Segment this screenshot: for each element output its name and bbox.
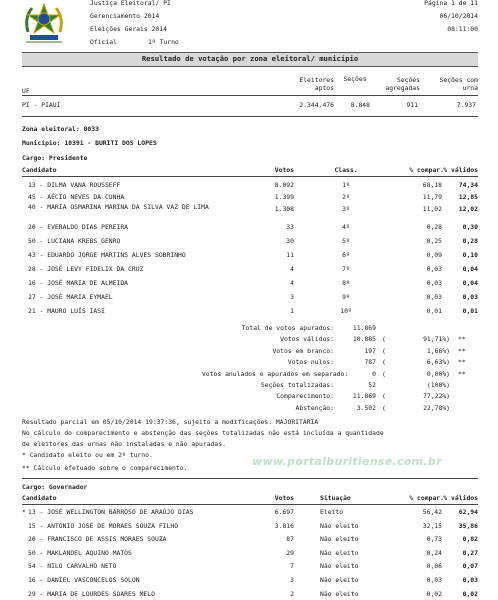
class-value: 4º — [342, 223, 350, 231]
table-row — [22, 236, 478, 247]
candidate-name: 28 - JOSÉ LEVY FIDELIX DA CRUZ — [28, 265, 144, 273]
gov-col-votos: Votos — [274, 494, 294, 502]
compar-value: 11,79 — [422, 193, 442, 201]
situation-value: Eleito — [320, 508, 344, 516]
validos-value: 0,07 — [462, 562, 478, 571]
gov-col-validos: % válidos — [443, 494, 478, 502]
candidate-name: 40 - MARIA OSMARINA MARINA DA SILVA VAZ DE LIMA — [28, 203, 209, 211]
totals-paren: ( — [382, 358, 386, 367]
court-name: Justiça Eleitoral/ PI — [90, 0, 171, 7]
validos-value: 74,34 — [458, 181, 478, 189]
compar-value: 0,03 — [426, 279, 442, 287]
secoes-value: 8.848 — [350, 101, 370, 109]
validos-value: 0,03 — [462, 293, 478, 301]
compar-value: 56,42 — [422, 508, 442, 516]
votes-value: 29 — [286, 548, 294, 557]
situation-value: Não eleito — [320, 589, 359, 598]
gov-col-compar: % compar. — [409, 494, 444, 502]
col-agregadas: Seções agregadas — [385, 76, 420, 92]
totals-value: 787 — [364, 358, 376, 367]
totals-mark: ** — [458, 335, 466, 344]
votes-value: 33 — [286, 223, 294, 231]
validos-value: 35,86 — [458, 521, 478, 530]
votes-value: 1.399 — [274, 193, 294, 201]
gov-col-candidato: Candidato — [22, 494, 57, 502]
candidate-name: 43 - EDUARDO JORGE MARTINS ALVES SOBRINHO — [28, 251, 186, 259]
votes-value: 30 — [286, 237, 294, 245]
com-urna-value: 7.937 — [456, 101, 476, 109]
candidate-name: 16 - DANIEL VASCONCELOS SOLON — [28, 576, 140, 584]
col-secoes: Seções — [343, 75, 367, 83]
president-header-divider — [22, 176, 478, 177]
candidate-name: 45 - AÉCIO NEVES DA CUNHA — [28, 193, 125, 201]
totals-label: Votos nulos: — [287, 358, 334, 367]
votes-value: 4 — [290, 279, 294, 287]
table-row — [22, 264, 478, 275]
col-compar: % compar. — [409, 166, 444, 174]
votes-value: 4 — [290, 265, 294, 273]
compar-value: 0,02 — [426, 589, 442, 598]
totals-value: 52 — [368, 381, 376, 389]
second-round-note: * Candidato eleito ou em 2º turno. — [22, 451, 153, 459]
table-row — [22, 521, 478, 532]
table-row — [22, 192, 478, 203]
totals-line — [22, 348, 478, 358]
validos-value: 0,10 — [462, 251, 478, 259]
calc-note-2: de eleitores das urnas não instaladas e não apuradas. — [22, 440, 226, 448]
compar-value: 0,73 — [426, 535, 442, 544]
table-row — [22, 548, 478, 559]
compar-value: 0,24 — [426, 548, 442, 557]
col-class: Class. — [334, 166, 358, 174]
brazil-coat-of-arms-icon — [22, 2, 66, 44]
report-round: 1º Turno — [148, 38, 179, 46]
totals-label: Comparecimento: — [276, 392, 334, 401]
uf-divider — [22, 116, 478, 117]
class-value: 5º — [342, 237, 350, 245]
totals-mark: ** — [458, 346, 466, 355]
totals-percent: (100%) — [426, 381, 450, 389]
totals-line — [22, 382, 478, 392]
table-row — [22, 204, 478, 215]
report-title: Resultado de votação por zona eleitoral/ município — [141, 54, 359, 63]
report-time: 08:11:00 — [447, 25, 478, 33]
compar-value: 0,25 — [426, 237, 442, 245]
table-row — [22, 534, 478, 545]
elected-mark: * — [22, 508, 26, 516]
table-row — [22, 575, 478, 586]
validos-value: 12,02 — [458, 205, 478, 213]
situation-value: Não eleito — [320, 562, 359, 571]
class-value: 6º — [342, 251, 350, 259]
gov-col-situacao: Situação — [320, 494, 351, 502]
validos-value: 0,04 — [462, 265, 478, 273]
compar-value: 11,02 — [422, 205, 442, 213]
totals-label: Total de votos apurados: — [241, 324, 334, 332]
totals-percent: 1,66%) — [426, 346, 450, 355]
cargo-governador: Cargo: Governador — [22, 483, 88, 491]
totals-label: Votos anulados e apurados em separado: — [202, 369, 349, 378]
compar-value: 68,18 — [422, 181, 442, 189]
totals-label: Abstenção: — [295, 403, 334, 412]
votes-value: 8.092 — [274, 181, 294, 189]
votes-value: 87 — [286, 535, 294, 544]
candidate-name: 50 - LUCIANA KREBS GENRO — [28, 237, 121, 245]
eleitores-value: 2.344.476 — [299, 101, 334, 109]
calc-note-1: No cálculo do comparecimento e abstenção das seções totalizadas não está incluída a quantidade — [22, 429, 384, 437]
uf-label: UF — [22, 87, 30, 95]
page-number: Página 1 de 11 — [424, 0, 478, 7]
table-row — [22, 250, 478, 261]
report-status: Oficial — [90, 38, 117, 46]
totals-line — [22, 405, 478, 415]
totals-paren: ( — [382, 346, 386, 355]
candidate-name: 54 - NILO CARVALHO NETO — [28, 562, 117, 571]
votes-value: 7 — [290, 562, 294, 571]
candidate-name: 50 - MAKLANDEL AQUINO MATOS — [28, 548, 132, 557]
class-value: 2º — [342, 193, 350, 201]
municipio: Município: 10391 - BURITI DOS LOPES — [22, 139, 157, 147]
agregadas-value: 911 — [406, 101, 418, 109]
votes-value: 1 — [290, 307, 294, 315]
totals-percent: 22,78%) — [423, 403, 450, 412]
candidate-name: 13 - DILMA VANA ROUSSEFF — [28, 181, 121, 189]
governor-header-divider — [22, 504, 478, 505]
col-com-urna: Seções com urna — [439, 76, 478, 92]
totals-value: 11.869 — [352, 392, 376, 401]
table-row — [22, 589, 478, 600]
totals-line — [22, 359, 478, 369]
validos-value: 0,04 — [462, 279, 478, 287]
cargo-presidente: Cargo: Presidente — [22, 154, 88, 162]
totals-value: 0 — [372, 369, 376, 378]
calc-basis-note: ** Cálculo efetuado sobre o comparecimento. — [22, 464, 188, 472]
votes-value: 11 — [286, 251, 294, 259]
validos-value: 0,02 — [462, 589, 478, 598]
report-date: 06/10/2014 — [439, 12, 478, 20]
totals-paren: ( — [382, 403, 386, 412]
situation-value: Não eleito — [320, 548, 359, 557]
totals-percent: 6,63%) — [426, 358, 450, 367]
compar-value: 32,15 — [422, 521, 442, 530]
totals-line — [22, 336, 478, 346]
situation-value: Não eleito — [320, 576, 359, 584]
compar-value: 0,28 — [426, 223, 442, 231]
compar-value: 0,03 — [426, 293, 442, 301]
totals-percent: 91,71%) — [423, 335, 450, 344]
col-candidato: Candidato — [22, 166, 57, 174]
class-value: 10º — [340, 307, 352, 315]
class-value: 8º — [342, 279, 350, 287]
validos-value: 0,03 — [462, 576, 478, 584]
votes-value: 2 — [290, 589, 294, 598]
col-votos: Votos — [274, 166, 294, 174]
table-row — [22, 180, 478, 191]
totals-value: 197 — [364, 346, 376, 355]
president-header-row — [22, 165, 478, 176]
validos-value: 0,28 — [462, 237, 478, 245]
votes-value: 6.697 — [274, 508, 294, 516]
situation-value: Não eleito — [320, 535, 359, 544]
candidate-name: 15 - ANTONIO JOSÉ DE MORAES SOUZA FILHO — [28, 521, 179, 530]
totals-mark: ** — [458, 358, 466, 367]
table-row — [22, 292, 478, 303]
org-name: Gerenciamento 2014 — [90, 12, 160, 20]
table-row — [22, 278, 478, 289]
class-value: 7º — [342, 265, 350, 273]
totals-value: 10.885 — [352, 335, 376, 344]
compar-value: 0,01 — [426, 307, 442, 315]
table-row — [22, 507, 478, 518]
votes-value: 3 — [290, 576, 294, 584]
compar-value: 0,09 — [426, 251, 442, 259]
votes-value: 3.816 — [274, 521, 294, 530]
candidate-name: 21 - MAURO LUÍS IASI — [28, 307, 105, 315]
totals-line — [22, 371, 478, 381]
table-row — [22, 306, 478, 317]
partial-note: Resultado parcial em 05/10/2014 19:37:36, sujeito a modificações. MAJORITÁRIA — [22, 418, 319, 426]
totals-percent: 77,22%) — [423, 392, 450, 401]
table-row — [22, 561, 478, 572]
totals-label: Votos válidos: — [280, 335, 334, 344]
compar-value: 0,06 — [426, 562, 442, 571]
totals-paren: ( — [382, 392, 386, 401]
table-row — [22, 222, 478, 233]
col-validos: % válidos — [443, 166, 478, 174]
totals-mark: ** — [458, 369, 466, 378]
candidate-name: 20 - EVERALDO DIAS PEREIRA — [28, 223, 129, 231]
validos-value: 62,94 — [458, 508, 478, 516]
governor-header-row — [22, 493, 478, 504]
compar-value: 0,03 — [426, 265, 442, 273]
votes-value: 3 — [290, 293, 294, 301]
candidate-name: 27 - JOSÉ MARIA EYMAEL — [28, 293, 113, 301]
candidate-name: 16 - JOSÉ MARIA DE ALMEIDA — [28, 279, 129, 287]
validos-value: 0,27 — [462, 548, 478, 557]
class-value: 1º — [342, 181, 350, 189]
candidate-name: 13 - JOSÉ WELLINGTON BARROSO DE ARAÚJO DIAS — [28, 508, 194, 516]
totals-label: Votos em branco: — [272, 346, 334, 355]
situation-value: Não eleito — [320, 521, 359, 530]
zona-eleitoral: Zona eleitoral: 0033 — [22, 125, 99, 133]
validos-value: 0,01 — [462, 307, 478, 315]
votes-value: 1.308 — [274, 205, 294, 213]
totals-line — [22, 325, 478, 335]
uf-value: PI - PIAUÍ — [22, 101, 61, 109]
totals-line — [22, 393, 478, 403]
uf-header-divider — [22, 95, 478, 96]
class-value: 3º — [342, 205, 350, 213]
system-name: Eleições Gerais 2014 — [90, 25, 167, 33]
candidate-name: 29 - MARIA DE LOURDES SOARES MELO — [28, 589, 155, 598]
validos-value: 0,82 — [462, 535, 478, 544]
class-value: 9º — [342, 293, 350, 301]
watermark-url: www.portalburitiense.com.br — [252, 455, 442, 468]
totals-value: 3.502 — [356, 403, 376, 412]
validos-value: 12,85 — [458, 193, 478, 201]
col-eleitores: Eleitores aptos — [299, 76, 334, 92]
governor-top-divider — [22, 478, 478, 479]
totals-label: Seções totalizadas: — [260, 381, 334, 389]
totals-value: 11.869 — [352, 324, 376, 332]
compar-value: 0,03 — [426, 576, 442, 584]
validos-value: 0,30 — [462, 223, 478, 231]
totals-paren: ( — [382, 335, 386, 344]
candidate-name: 20 - FRANCISCO DE ASSIS MORAES SOUZA — [28, 535, 167, 544]
totals-percent: 0,00%) — [426, 369, 450, 378]
totals-paren: ( — [382, 369, 386, 378]
